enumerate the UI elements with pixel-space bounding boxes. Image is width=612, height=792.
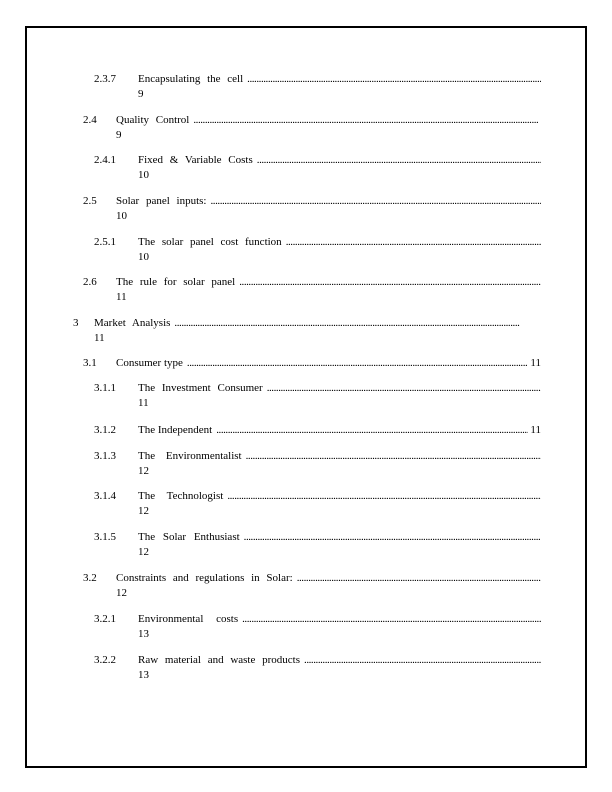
toc-entry-page: 11 [138, 397, 149, 409]
toc-entry-title: The Independent [138, 424, 213, 436]
toc-entry-title: Market Analysis [94, 317, 171, 329]
toc-entry-number: 2.4.1 [94, 154, 116, 166]
toc-entry-number: 3.1.3 [94, 450, 116, 462]
toc-entry-page: 13 [138, 669, 149, 681]
toc-entry-title: Environmental costs [138, 613, 239, 625]
toc-entry-title: Solar panel inputs: [116, 195, 207, 207]
toc-entry-number: 3 [73, 317, 79, 329]
toc-entry-number: 3.1 [83, 357, 97, 369]
toc-entry-title: The Solar Enthusiast [138, 531, 240, 543]
toc-entry-page: 11 [116, 291, 127, 303]
dot-leader [286, 236, 541, 248]
dot-leader [247, 73, 541, 85]
toc-entry-title: The rule for solar panel [116, 276, 236, 288]
toc-entry-title: Constraints and regulations in Solar: [116, 572, 293, 584]
dot-leader [246, 450, 541, 462]
dot-leader [227, 490, 541, 502]
toc-entry-number: 3.2 [83, 572, 97, 584]
toc-entry-title: The Investment Consumer [138, 382, 263, 394]
dot-leader [187, 357, 528, 369]
toc-entry-title: Raw material and waste products [138, 654, 301, 666]
toc-entry-page: 12 [138, 465, 149, 477]
toc-entry-page: 10 [116, 210, 127, 222]
dot-leader [174, 317, 541, 329]
toc-entry-number: 2.3.7 [94, 73, 116, 85]
toc-entry-number: 2.4 [83, 114, 97, 126]
toc-entry-page: 13 [138, 628, 149, 640]
toc-entry-number: 3.2.2 [94, 654, 116, 666]
toc-entry-title: The Environmentalist [138, 450, 242, 462]
dot-leader [242, 613, 541, 625]
toc-entry-number: 3.1.2 [94, 424, 116, 436]
toc-entry-page: 11 [530, 424, 541, 436]
dot-leader [216, 424, 528, 436]
toc-entry-page: 12 [116, 587, 127, 599]
dot-leader [239, 276, 541, 288]
toc-entry-page: 12 [138, 505, 149, 517]
toc-entry-title: The solar panel cost function [138, 236, 282, 248]
dot-leader [267, 382, 541, 394]
dot-leader [211, 195, 542, 207]
toc-entry-page: 10 [138, 251, 149, 263]
toc-entry-number: 2.5 [83, 195, 97, 207]
toc-entry-number: 3.1.1 [94, 382, 116, 394]
dot-leader [193, 114, 541, 126]
toc-entry-page: 11 [94, 332, 105, 344]
toc-entry-title: The Technologist [138, 490, 224, 502]
toc-entry-page: 9 [138, 88, 144, 100]
dot-leader [304, 654, 541, 666]
toc-entry-title: Consumer type [116, 357, 183, 369]
toc-entry-number: 2.6 [83, 276, 97, 288]
toc-entry-number: 3.2.1 [94, 613, 116, 625]
dot-leader [257, 154, 541, 166]
toc-entry-number: 2.5.1 [94, 236, 116, 248]
toc-entry-number: 3.1.5 [94, 531, 116, 543]
toc-entry-page: 12 [138, 546, 149, 558]
toc-entry-title: Quality Control [116, 114, 190, 126]
toc-entry-page: 9 [116, 129, 122, 141]
toc-entry-number: 3.1.4 [94, 490, 116, 502]
toc-entry-page: 10 [138, 169, 149, 181]
toc-entry-title: Encapsulating the cell [138, 73, 244, 85]
dot-leader [244, 531, 541, 543]
toc-entry-page: 11 [530, 357, 541, 369]
toc-entry-title: Fixed & Variable Costs [138, 154, 253, 166]
dot-leader [297, 572, 541, 584]
